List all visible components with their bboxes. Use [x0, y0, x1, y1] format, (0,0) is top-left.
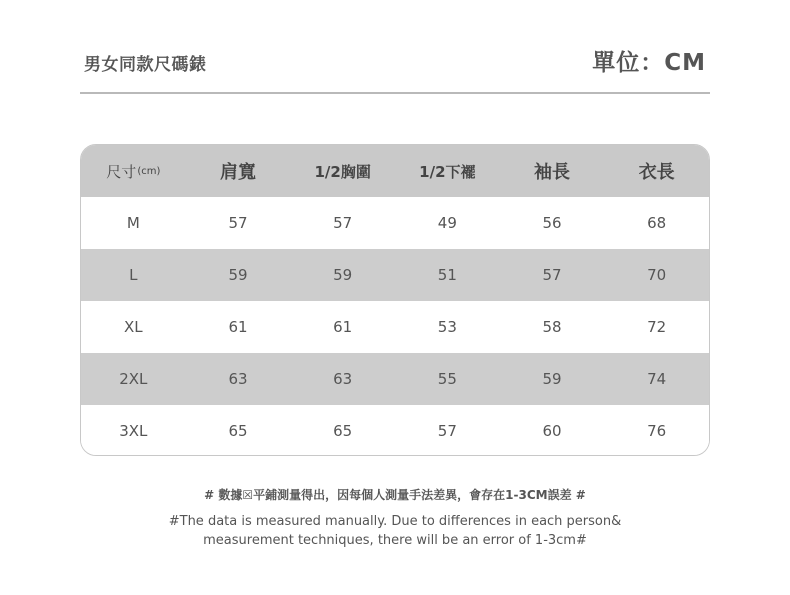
measurement-note-english-line1: #The data is measured manually. Due to differences in each person& [168, 514, 622, 529]
table-cell: 59 [228, 266, 248, 284]
table-cell: 65 [228, 422, 248, 440]
table-cell: 3XL [119, 422, 148, 440]
unit-label: 單位：CM [592, 50, 706, 76]
column-header-half-hem: 1/2下襬 [419, 162, 476, 181]
size-table [80, 144, 710, 456]
table-cell: 57 [333, 214, 353, 232]
table-row [81, 301, 709, 353]
table-cell: 51 [437, 266, 457, 284]
column-header-shoulder: 肩寬 [220, 162, 256, 183]
table-cell: 56 [542, 214, 562, 232]
column-header-size-label: 尺寸 [106, 162, 137, 181]
table-cell: M [126, 214, 140, 232]
table-cell: 49 [437, 214, 457, 232]
table-cell: 58 [542, 318, 562, 336]
column-header-size [81, 145, 186, 197]
measurement-note-english-line2: measurement techniques, there will be an error of 1-3cm# [203, 533, 587, 548]
measurement-note-english [0, 512, 790, 550]
table-row [81, 405, 709, 456]
table-cell: 57 [228, 214, 248, 232]
table-row [81, 353, 709, 405]
table-cell: 72 [647, 318, 667, 336]
table-row [81, 249, 709, 301]
column-header-half-chest: 1/2胸圍 [314, 162, 371, 181]
table-cell: 63 [228, 370, 248, 388]
table-cell: 57 [542, 266, 562, 284]
column-header-size-unit: (cm) [137, 165, 161, 177]
table-cell: 60 [542, 422, 562, 440]
table-header-row [81, 145, 709, 197]
table-cell: 70 [647, 266, 667, 284]
measurement-note-chinese: # 數據☒平鋪測量得出，因每個人測量手法差異，會存在1-3CM誤差 # [204, 488, 586, 502]
table-cell: L [129, 266, 138, 284]
table-cell: 65 [333, 422, 353, 440]
page-title: 男女同款尺碼錶 [84, 55, 207, 75]
column-header-length: 衣長 [638, 162, 675, 183]
table-cell: 53 [437, 318, 457, 336]
table-cell: 61 [333, 318, 353, 336]
table-cell: 63 [333, 370, 353, 388]
table-cell: XL [124, 318, 143, 336]
table-cell: 2XL [119, 370, 148, 388]
table-cell: 59 [333, 266, 353, 284]
column-header-sleeve: 袖長 [534, 162, 571, 183]
header-divider [80, 92, 710, 94]
table-row [81, 197, 709, 249]
table-cell: 61 [228, 318, 248, 336]
table-cell: 76 [647, 422, 667, 440]
table-cell: 57 [437, 422, 457, 440]
table-cell: 74 [647, 370, 667, 388]
table-cell: 59 [542, 370, 562, 388]
table-cell: 68 [647, 214, 667, 232]
table-cell: 55 [437, 370, 457, 388]
